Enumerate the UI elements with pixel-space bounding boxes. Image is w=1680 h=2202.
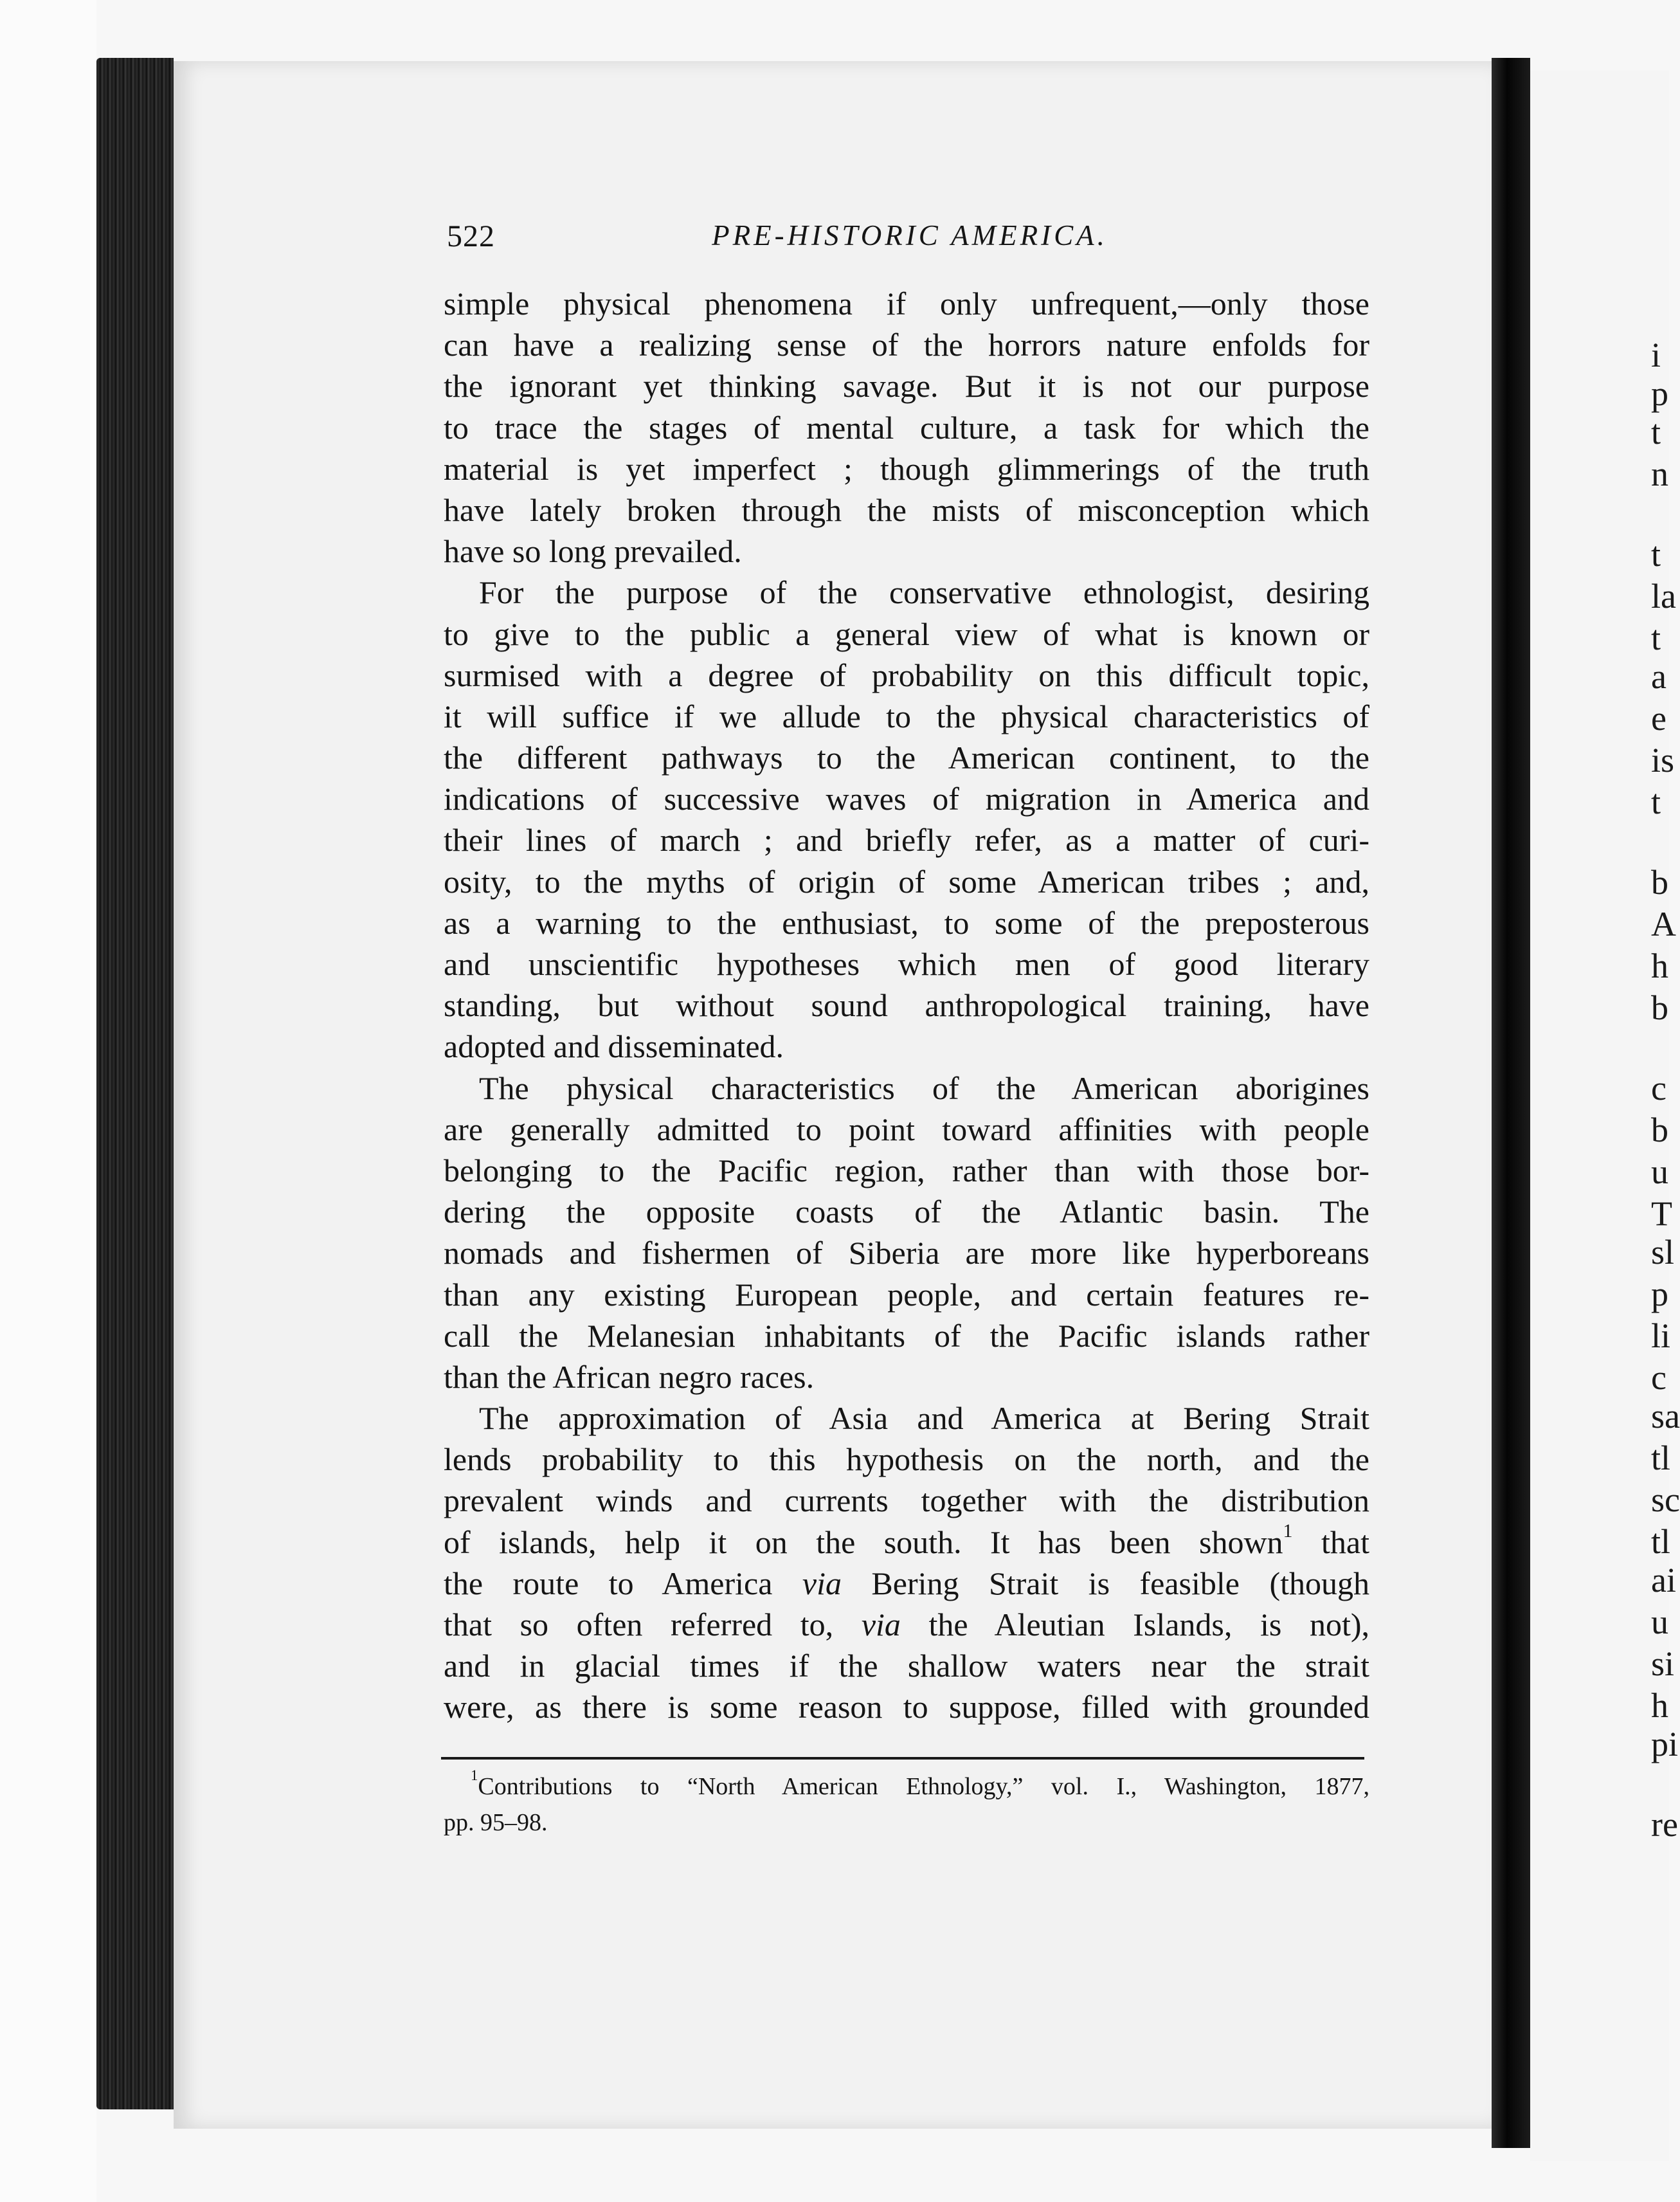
text-line: it will suffice if we allude to the physical characteristics of: [444, 698, 1369, 734]
facing-letter: b: [1651, 988, 1668, 1027]
text-line: [444, 1522, 1369, 1563]
footnotes: [444, 1769, 1369, 1841]
page-number: 522: [447, 219, 495, 253]
running-head: PRE-HISTORIC AMERICA.: [712, 219, 1108, 251]
facing-letter: ai: [1651, 1561, 1676, 1599]
text-segment: of islands, help it on the south. It has been shown: [444, 1524, 1283, 1560]
text-line: material is yet imperfect ; though glimmerings of the truth: [444, 450, 1369, 487]
footnote-marker: 1: [1283, 1520, 1293, 1542]
text-line: adopted and disseminated.: [444, 1028, 784, 1065]
text-line: as a warning to the enthusiast, to some of the preposterous: [444, 904, 1369, 941]
facing-letter: A: [1651, 905, 1676, 943]
text-line: [444, 1563, 1369, 1604]
text-line: and in glacial times if the shallow waters near the strait: [444, 1648, 1369, 1684]
text-line: the different pathways to the American continent, to the: [444, 740, 1369, 776]
text-line: have so long prevailed.: [444, 533, 742, 570]
facing-letter: i: [1651, 336, 1661, 374]
facing-letter: c: [1651, 1069, 1666, 1107]
facing-letter: re: [1651, 1805, 1678, 1844]
text-line: and unscientific hypotheses which men of good literary: [444, 946, 1369, 982]
facing-letter: p: [1651, 1275, 1668, 1313]
text-line: simple physical phenomena if only unfrequent,—only those: [444, 286, 1369, 322]
text-segment: the route to America: [444, 1565, 773, 1601]
text-line: can have a realizing sense of the horrors nature enfolds for: [444, 327, 1369, 363]
facing-letter: u: [1651, 1603, 1668, 1641]
text-segment: Bering Strait is feasible (though: [841, 1565, 1369, 1601]
facing-letter: sl: [1651, 1233, 1675, 1271]
facing-letter: c: [1651, 1358, 1666, 1397]
footnote-text: Contributions to “North American Ethnology,” vol. I., Washington, 1877,: [478, 1773, 1369, 1800]
footnote-number: 1: [471, 1767, 478, 1783]
book-page-edges: [96, 58, 174, 2109]
facing-letter: tl: [1651, 1522, 1671, 1561]
footnote-rule: [441, 1757, 1364, 1760]
facing-letter: t: [1651, 413, 1661, 451]
text-line: belonging to the Pacific region, rather than with those bor-: [444, 1152, 1369, 1188]
text-line: to give to the public a general view of what is known or: [444, 615, 1369, 652]
text-line: standing, but without sound anthropological training, have: [444, 987, 1369, 1024]
page-header: [447, 219, 1373, 270]
facing-letter: e: [1651, 699, 1666, 738]
facing-letter: T: [1651, 1194, 1672, 1233]
facing-letter: t: [1651, 783, 1661, 821]
text-line: dering the opposite coasts of the Atlantic basin. The: [444, 1194, 1369, 1230]
facing-letter: u: [1651, 1152, 1668, 1191]
text-line: prevalent winds and currents together with the distribution: [444, 1482, 1369, 1519]
facing-letter: sa: [1651, 1397, 1680, 1435]
facing-letter: n: [1651, 455, 1668, 493]
scan-margin: [0, 0, 96, 2202]
text-line: osity, to the myths of origin of some American tribes ; and,: [444, 863, 1369, 900]
facing-letter: t: [1651, 535, 1661, 574]
text-segment: the Aleutian Islands, is not),: [900, 1606, 1369, 1642]
facing-letter: si: [1651, 1644, 1675, 1683]
text-line: to trace the stages of mental culture, a task for which the: [444, 409, 1369, 446]
facing-letter: is: [1651, 741, 1675, 779]
text-segment: that so often referred to,: [444, 1606, 834, 1642]
text-line: The approximation of Asia and America at Bering Strait: [479, 1400, 1369, 1437]
text-line: than the African negro races.: [444, 1358, 815, 1395]
book-gutter: [1492, 58, 1530, 2148]
text-line: have lately broken through the mists of misconception which: [444, 491, 1369, 528]
text-line: For the purpose of the conservative ethnologist, desiring: [479, 574, 1369, 611]
text-line: are generally admitted to point toward affinities with people: [444, 1111, 1369, 1147]
text-line: their lines of march ; and briefly refer, as a matter of curi-: [444, 822, 1369, 859]
text-line: indications of successive waves of migration in America and: [444, 781, 1369, 817]
facing-page: [1530, 71, 1669, 2161]
footnote-line: pp. 95–98.: [444, 1809, 548, 1836]
text-line: the ignorant yet thinking savage. But it is not our purpose: [444, 368, 1369, 405]
facing-letter: sc: [1651, 1480, 1680, 1519]
facing-letter: pi: [1651, 1725, 1679, 1763]
text-line: [444, 1604, 1369, 1645]
text-line: were, as there is some reason to suppose, filled with grounded: [444, 1689, 1369, 1725]
facing-letter: p: [1651, 374, 1668, 413]
text-line: lends probability to this hypothesis on the north, and the: [444, 1441, 1369, 1478]
facing-letter: li: [1651, 1316, 1671, 1355]
italic-via: via: [861, 1606, 901, 1642]
text-line: surmised with a degree of probability on this difficult topic,: [444, 657, 1369, 693]
facing-letter: b: [1651, 863, 1668, 902]
facing-letter: t: [1651, 619, 1661, 657]
facing-letter: h: [1651, 1686, 1668, 1725]
text-segment: that: [1292, 1524, 1369, 1560]
footnote-line: [444, 1769, 1369, 1805]
facing-letter: h: [1651, 947, 1668, 985]
text-line: nomads and fishermen of Siberia are more like hyperboreans: [444, 1235, 1369, 1271]
facing-letter: la: [1651, 577, 1676, 615]
text-line: than any existing European people, and certain features re-: [444, 1276, 1369, 1313]
facing-letter: tl: [1651, 1439, 1671, 1477]
facing-letter: b: [1651, 1111, 1668, 1149]
facing-letter: a: [1651, 657, 1666, 696]
italic-via: via: [802, 1565, 842, 1601]
body-text: [444, 283, 1369, 1728]
text-line: The physical characteristics of the American aborigines: [479, 1069, 1369, 1106]
text-line: call the Melanesian inhabitants of the Pacific islands rather: [444, 1317, 1369, 1354]
